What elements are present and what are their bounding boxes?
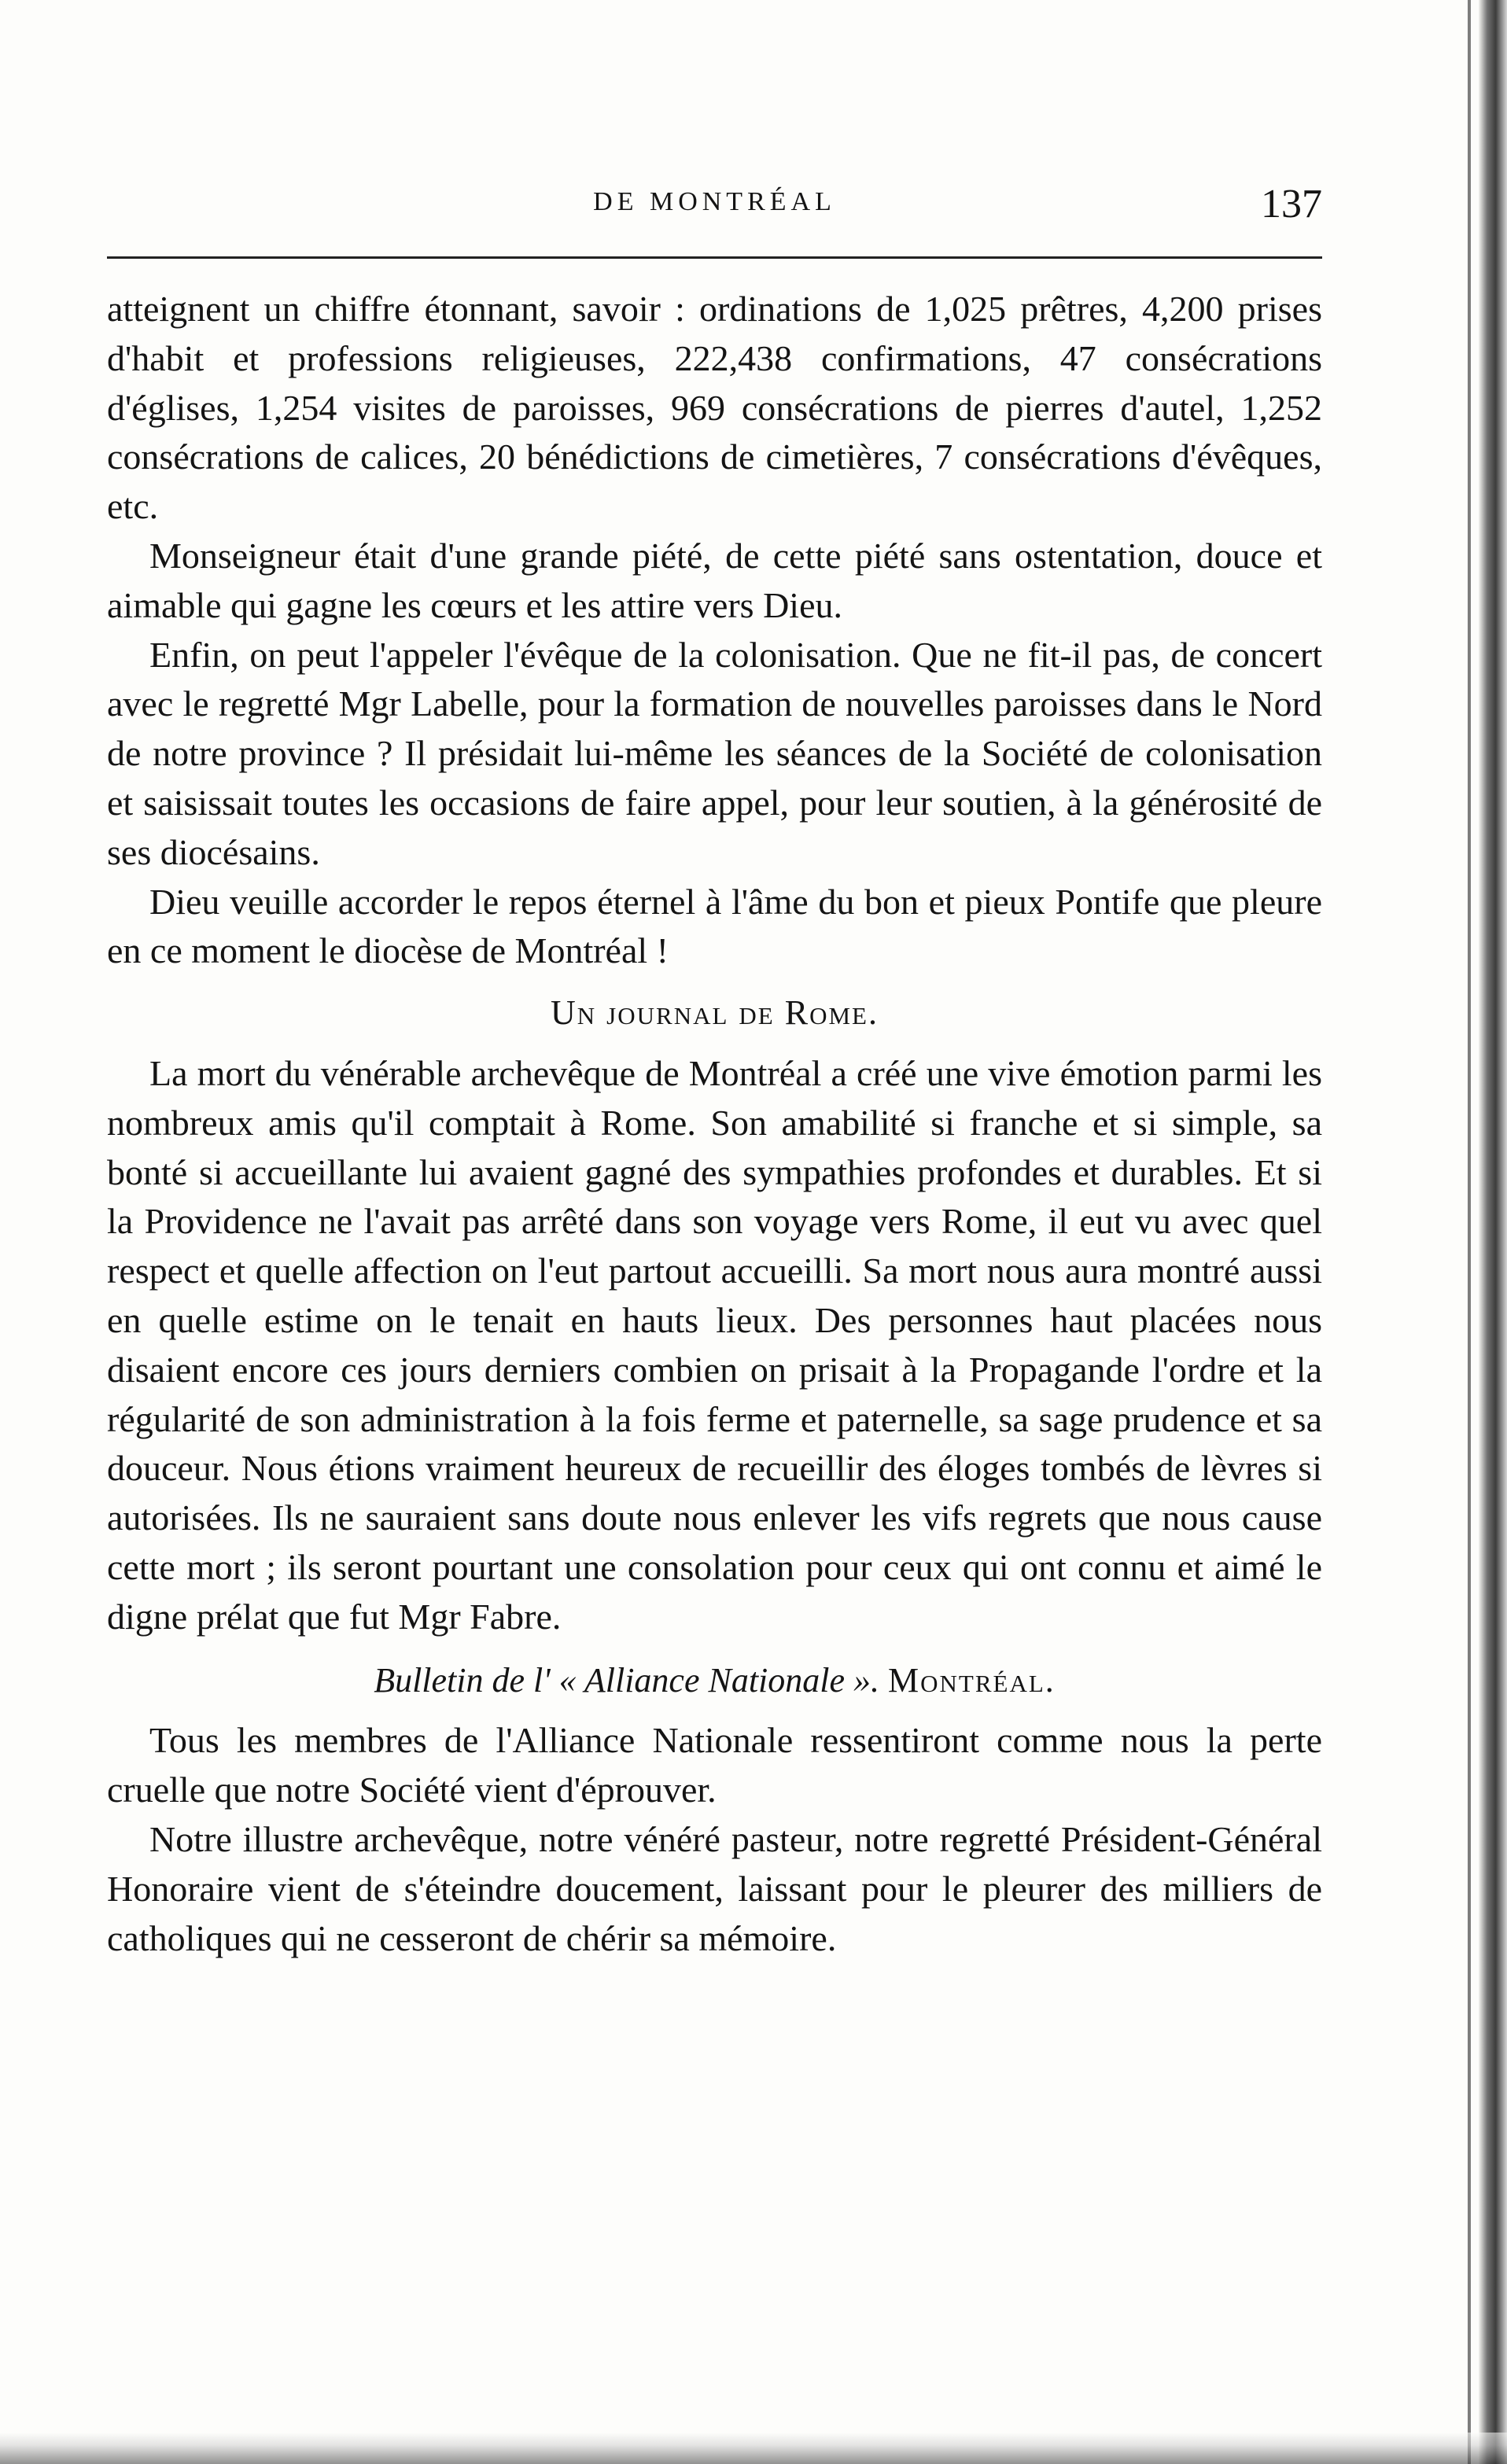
- header-rule: [107, 256, 1322, 259]
- running-head: DE MONTRÉAL: [593, 187, 836, 216]
- bulletin-heading-title: Bulletin de l' « Alliance Nationale ».: [374, 1660, 880, 1700]
- section-heading-journal: [107, 989, 1322, 1038]
- bulletin-heading-city: Montréal.: [888, 1660, 1056, 1700]
- page-header: [107, 181, 1322, 236]
- section-heading-bulletin: [107, 1656, 1322, 1706]
- page-bottom-shadow: [0, 2433, 1507, 2464]
- page-edge-shadow: [1479, 0, 1507, 2464]
- paragraph-journal: La mort du vénérable archevêque de Montréal a créé une vive émotion parmi les nombreux amis qu'il comptait à Rome. Son amabilité si franche et si simple, sa bonté si accueillante lui avaient gagné des sympathies profondes et durables. Et si la Providence ne l'avait pas arrêté dans son voyage vers Rome, il eut vu avec quel respect et quelle affection on l'eut partout accueilli. Sa mort nous aura montré aussi en quelle estime on le tenait en hauts lieux. Des personnes haut placées nous disaient encore ces jours derniers combien on prisait à la Propagande l'ordre et la régularité de son administration à la fois ferme et paternelle, sa sage prudence et sa douceur. Nous étions vraiment heureux de recueillir des éloges tombés de lèvres si autorisées. Ils ne sauraient sans doute nous enlever les vifs regrets que nous cause cette mort ; ils seront pourtant une consolation pour ceux qui ont connu et aimé le digne prélat que fut Mgr Fabre.: [107, 1052, 1322, 1637]
- page-edge-shadow-inner: [1468, 0, 1471, 2464]
- paragraph-colonisation: Enfin, on peut l'appeler l'évêque de la colonisation. Que ne fit-il pas, de concert avec le regretté Mgr Labelle, pour la formation de nouvelles paroisses dans le Nord de notre province ? Il présidait lui-même les séances de la Société de colonisation et saisissait toutes les occasions de faire appel, pour leur soutien, à la générosité de ses diocésains.: [107, 634, 1322, 872]
- paragraph-piety: Monseigneur était d'une grande piété, de cette piété sans ostentation, douce et aimable qui gagne les cœurs et les attire vers Dieu.: [107, 535, 1322, 625]
- body-text: [107, 285, 1322, 1963]
- paragraph-alliance-members: Tous les membres de l'Alliance Nationale ressentiront comme nous la perte cruelle que notre Société vient d'éprouver.: [107, 1720, 1322, 1810]
- journal-heading-text: Un journal de Rome.: [551, 993, 879, 1033]
- paragraph-prayer: Dieu veuille accorder le repos éternel à l'âme du bon et pieux Pontife que pleure en ce moment le diocèse de Montréal !: [107, 881, 1322, 971]
- paragraph-archbishop: Notre illustre archevêque, notre vénéré pasteur, notre regretté Président-Général Honoraire vient de s'éteindre doucement, laissant pour le pleurer des milliers de catholiques qui ne cesseront de chérir sa mémoire.: [107, 1818, 1322, 1958]
- page-number: 137: [1261, 182, 1322, 227]
- paragraph-statistics: atteignent un chiffre étonnant, savoir : ordinations de 1,025 prêtres, 4,200 prises d'habit et professions religieuses, 222,438 confirmations, 47 consécrations d'églises, 1,254 visites de paroisses, 969 consécrations de pierres d'autel, 1,252 consécrations de calices, 20 bénédictions de cimetières, 7 consécrations d'évêques, etc.: [107, 289, 1322, 527]
